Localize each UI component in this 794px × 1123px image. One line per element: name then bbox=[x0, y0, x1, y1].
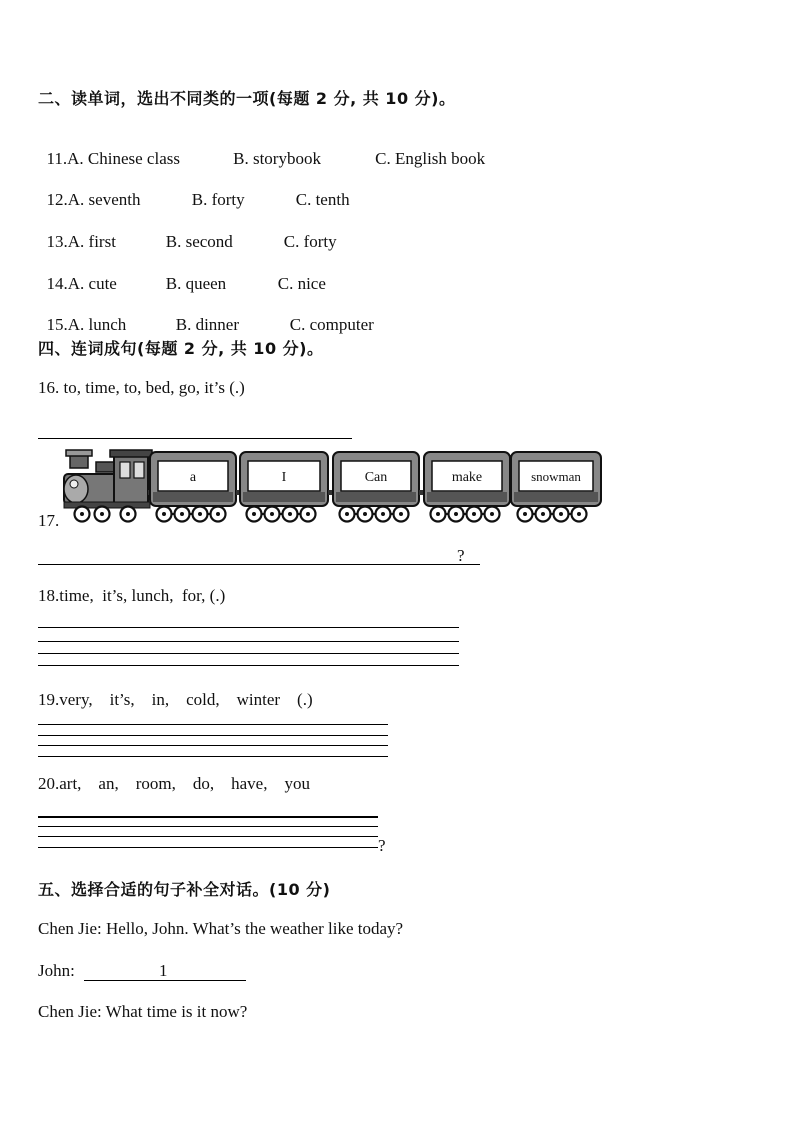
answer-line bbox=[38, 653, 459, 654]
question-11 bbox=[38, 129, 485, 169]
option-a: A. first bbox=[67, 232, 116, 251]
section-5-title: 五、选择合适的句子补全对话。(10 分) bbox=[38, 880, 331, 899]
question-mark: ? bbox=[457, 546, 465, 565]
blank-number: 1 bbox=[159, 961, 168, 980]
train-car-3 bbox=[333, 452, 424, 522]
option-a: A. cute bbox=[67, 274, 117, 293]
question-16: 16. to, time, to, bed, go, it’s (.) bbox=[38, 378, 245, 397]
option-a: A. Chinese class bbox=[67, 149, 180, 168]
option-c: C. tenth bbox=[295, 190, 350, 209]
section-4-title: 四、连词成句(每题 2 分, 共 10 分)。 bbox=[38, 339, 324, 358]
locomotive-icon bbox=[64, 450, 152, 522]
train-illustration bbox=[62, 448, 602, 528]
answer-line bbox=[38, 627, 459, 628]
answer-line bbox=[38, 735, 388, 736]
train-car-4 bbox=[424, 452, 515, 522]
question-13 bbox=[38, 212, 337, 252]
word-card: a bbox=[189, 470, 197, 485]
train-car-1 bbox=[150, 452, 241, 522]
train-car-5 bbox=[511, 452, 601, 522]
question-18: 18.time, it’s, lunch, for, (.) bbox=[38, 586, 226, 605]
answer-line bbox=[38, 847, 378, 848]
answer-line bbox=[38, 641, 459, 642]
option-c: C. forty bbox=[283, 232, 337, 251]
answer-line bbox=[38, 438, 352, 439]
option-b: B. second bbox=[165, 232, 233, 251]
question-mark: ? bbox=[378, 836, 386, 855]
question-number: 15. bbox=[46, 315, 68, 334]
answer-line bbox=[38, 816, 378, 818]
word-card: Can bbox=[364, 470, 388, 485]
question-14 bbox=[38, 254, 326, 294]
answer-line bbox=[38, 564, 480, 565]
question-12 bbox=[38, 170, 350, 210]
option-b: B. queen bbox=[165, 274, 227, 293]
answer-line bbox=[38, 826, 378, 827]
option-b: B. dinner bbox=[175, 315, 240, 334]
option-a: A. lunch bbox=[67, 315, 127, 334]
option-a: A. seventh bbox=[67, 190, 141, 209]
word-card: snowman bbox=[531, 469, 581, 484]
answer-line bbox=[38, 745, 388, 746]
speaker: John: bbox=[38, 961, 80, 980]
question-20: 20.art, an, room, do, have, you bbox=[38, 774, 310, 793]
train-car-2 bbox=[240, 452, 333, 522]
answer-line bbox=[38, 836, 378, 837]
answer-line bbox=[38, 756, 388, 757]
dialogue-line-3: Chen Jie: What time is it now? bbox=[38, 1002, 248, 1021]
option-c: C. computer bbox=[289, 315, 374, 334]
question-number: 14. bbox=[46, 274, 68, 293]
question-19: 19.very, it’s, in, cold, winter (.) bbox=[38, 690, 313, 709]
word-card: I bbox=[281, 470, 287, 485]
question-number: 11. bbox=[46, 149, 68, 168]
dialogue-line-1: Chen Jie: Hello, John. What’s the weather like today? bbox=[38, 919, 404, 938]
section-2-title: 二、读单词，选出不同类的一项(每题 2 分, 共 10 分)。 bbox=[38, 89, 456, 108]
option-b: B. forty bbox=[191, 190, 245, 209]
question-15 bbox=[38, 295, 374, 335]
word-card: make bbox=[451, 470, 483, 485]
question-number: 13. bbox=[46, 232, 68, 251]
answer-line bbox=[38, 665, 459, 666]
option-c: C. English book bbox=[375, 149, 486, 168]
option-c: C. nice bbox=[277, 274, 326, 293]
question-number: 12. bbox=[46, 190, 68, 209]
answer-line bbox=[38, 724, 388, 725]
question-17-number: 17. bbox=[38, 511, 60, 530]
dialogue-line-2 bbox=[38, 961, 79, 981]
option-b: B. storybook bbox=[233, 149, 321, 168]
